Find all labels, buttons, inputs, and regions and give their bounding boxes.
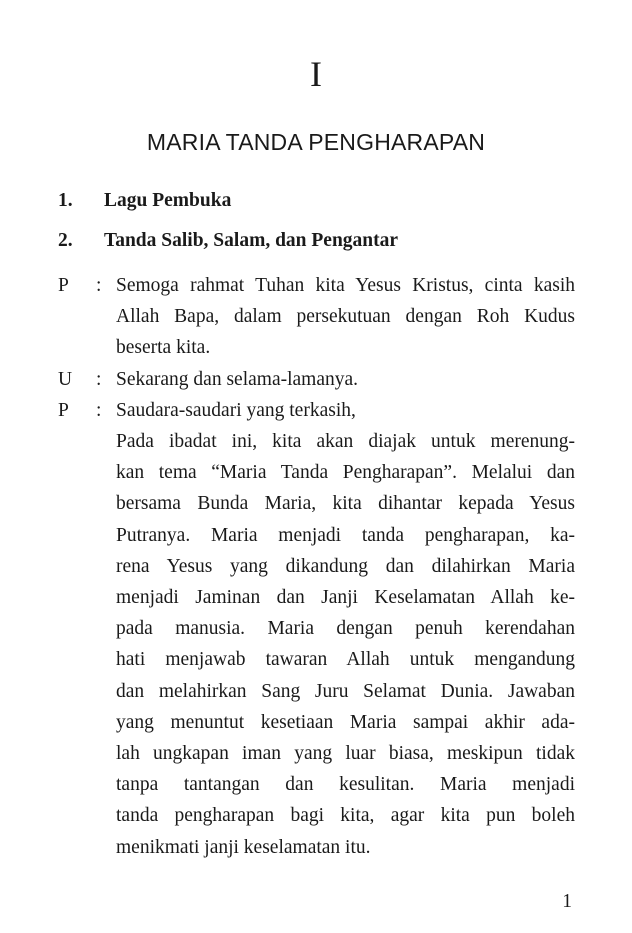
role-separator: : [96,368,102,390]
text-line: Semoga rahmat Tuhan kita Yesus Kristus, cinta kasih [116,275,575,296]
text-line: menjadi Jaminan dan Janji Keselamatan Allah ke- [116,587,575,609]
text-line: Putranya. Maria menjadi tanda pengharapan, ka- [116,524,575,546]
text-line: lah ungkapan iman yang luar biasa, meskipun tidak [116,743,575,765]
text-line: rena Yesus yang dikandung dan dilahirkan Maria [116,555,575,577]
text-line: pada manusia. Maria dengan penuh kerendahan [116,618,575,640]
section-label: Lagu Pembuka [104,190,232,211]
text-line: bersama Bunda Maria, kita dihantar kepada Yesus [116,493,575,515]
dialogue-text [116,364,575,395]
section-label: Tanda Salib, Salam, dan Pengantar [104,230,399,251]
text-line: yang menuntut kesetiaan Maria sampai akhir ada- [116,711,575,733]
section-number: 1. [58,190,73,211]
text-line: dan melahirkan Sang Juru Selamat Dunia. Jawaban [116,680,575,702]
text-line: tanpa tantangan dan kesulitan. Maria menjadi [116,774,575,796]
text-line: kan tema “Maria Tanda Pengharapan”. Melalui dan [116,462,575,484]
role-separator: : [96,399,102,421]
speaker-role: U [58,368,73,390]
dialogue-text [116,270,575,364]
dialogue-entry [58,364,575,395]
liturgy-dialogue [58,270,575,863]
text-line: Allah Bapa, dalam persekutuan dengan Roh Kudus [116,306,575,328]
text-line: Sekarang dan selama-lamanya. [116,368,359,390]
dialogue-entry [58,395,575,863]
chapter-title: MARIA TANDA PENGHARAPAN [146,129,486,155]
speaker-role: P [58,275,69,296]
page-number: 1 [562,891,572,912]
dialogue-text [116,395,575,863]
chapter-number: I [310,54,322,94]
section-heading [58,188,231,214]
text-line: beserta kita. [116,337,211,359]
role-separator: : [96,275,102,296]
section-number: 2. [58,230,73,251]
text-line: hati menjawab tawaran Allah untuk mengandung [116,649,575,671]
text-line: Pada ibadat ini, kita akan diajak untuk merenung- [116,431,575,453]
dialogue-entry [58,270,575,364]
text-line: Saudara-saudari yang terkasih, [116,399,356,421]
text-line: tanda pengharapan bagi kita, agar kita pun boleh [116,805,575,827]
text-line: menikmati janji keselamatan itu. [116,836,371,858]
speaker-role: P [58,399,69,421]
section-heading [58,228,398,254]
